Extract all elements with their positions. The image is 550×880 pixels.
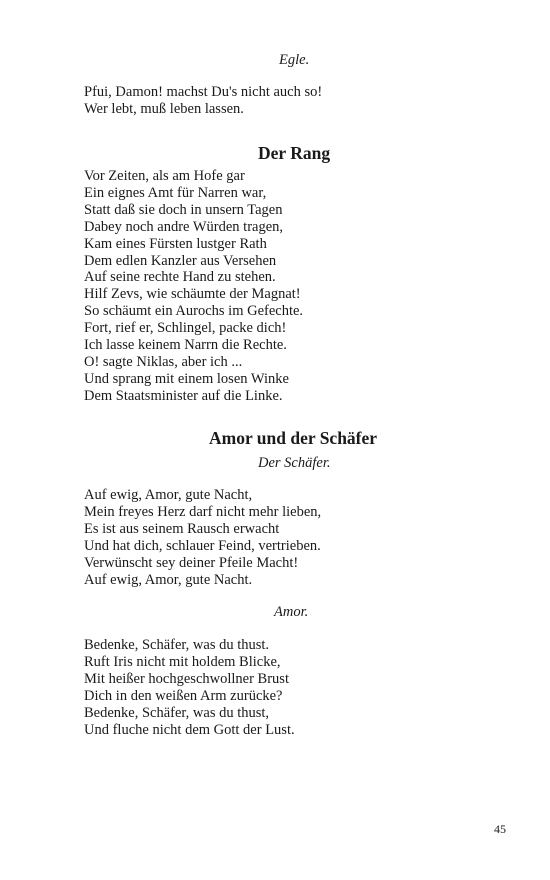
verse-line: Verwünscht sey deiner Pfeile Macht! bbox=[84, 554, 299, 571]
verse-line: Dem Staatsminister auf die Linke. bbox=[84, 387, 283, 404]
verse-line: Und fluche nicht dem Gott der Lust. bbox=[84, 721, 295, 738]
poem-title-amor-und-der-schaefer: Amor und der Schäfer bbox=[209, 428, 378, 448]
speaker-amor: Amor. bbox=[274, 604, 309, 620]
stanza-der-rang bbox=[84, 168, 303, 405]
verse-line: Auf ewig, Amor, gute Nacht, bbox=[84, 487, 253, 503]
stanza-egle bbox=[84, 84, 322, 118]
verse-line: Und sprang mit einem losen Winke bbox=[84, 370, 289, 387]
verse-line: Mit heißer hochgeschwollner Brust bbox=[84, 670, 289, 687]
verse-line: Bedenke, Schäfer, was du thust, bbox=[84, 704, 270, 721]
stanza-amor bbox=[84, 637, 295, 738]
verse-line: O! sagte Niklas, aber ich ... bbox=[84, 353, 243, 370]
verse-line: Dich in den weißen Arm zurücke? bbox=[84, 687, 283, 704]
verse-line: So schäumt ein Aurochs im Gefechte. bbox=[84, 303, 304, 320]
verse-line: Bedenke, Schäfer, was du thust. bbox=[84, 637, 270, 653]
poem-title-der-rang: Der Rang bbox=[258, 143, 331, 163]
verse-line: Ruft Iris nicht mit holdem Blicke, bbox=[84, 653, 281, 670]
verse-line: Pfui, Damon! machst Du's nicht auch so! bbox=[84, 84, 323, 100]
verse-line: Es ist aus seinem Rausch erwacht bbox=[84, 520, 280, 537]
verse-line: Wer lebt, muß leben lassen. bbox=[84, 100, 244, 117]
stanza-der-schaefer bbox=[84, 487, 321, 588]
verse-line: Auf seine rechte Hand zu stehen. bbox=[84, 269, 276, 286]
verse-line: Auf ewig, Amor, gute Nacht. bbox=[84, 571, 253, 588]
page-number: 45 bbox=[494, 822, 506, 836]
verse-line: Statt daß sie doch in unsern Tagen bbox=[84, 201, 283, 218]
verse-line: Dabey noch andre Würden tragen, bbox=[84, 218, 284, 235]
verse-line: Ein eignes Amt für Narren war, bbox=[84, 184, 267, 201]
verse-line: Dem edlen Kanzler aus Versehen bbox=[84, 252, 277, 269]
verse-line: Und hat dich, schlauer Feind, vertrieben. bbox=[84, 537, 321, 554]
speaker-der-schaefer: Der Schäfer. bbox=[258, 455, 331, 471]
verse-line: Kam eines Fürsten lustger Rath bbox=[84, 235, 267, 252]
verse-line: Fort, rief er, Schlingel, packe dich! bbox=[84, 320, 287, 337]
verse-line: Vor Zeiten, als am Hofe gar bbox=[84, 168, 245, 184]
verse-line: Ich lasse keinem Narrn die Rechte. bbox=[84, 337, 287, 354]
verse-line: Hilf Zevs, wie schäumte der Magnat! bbox=[84, 286, 301, 303]
verse-line: Mein freyes Herz darf nicht mehr lieben, bbox=[84, 503, 322, 520]
speaker-egle: Egle. bbox=[279, 52, 310, 68]
